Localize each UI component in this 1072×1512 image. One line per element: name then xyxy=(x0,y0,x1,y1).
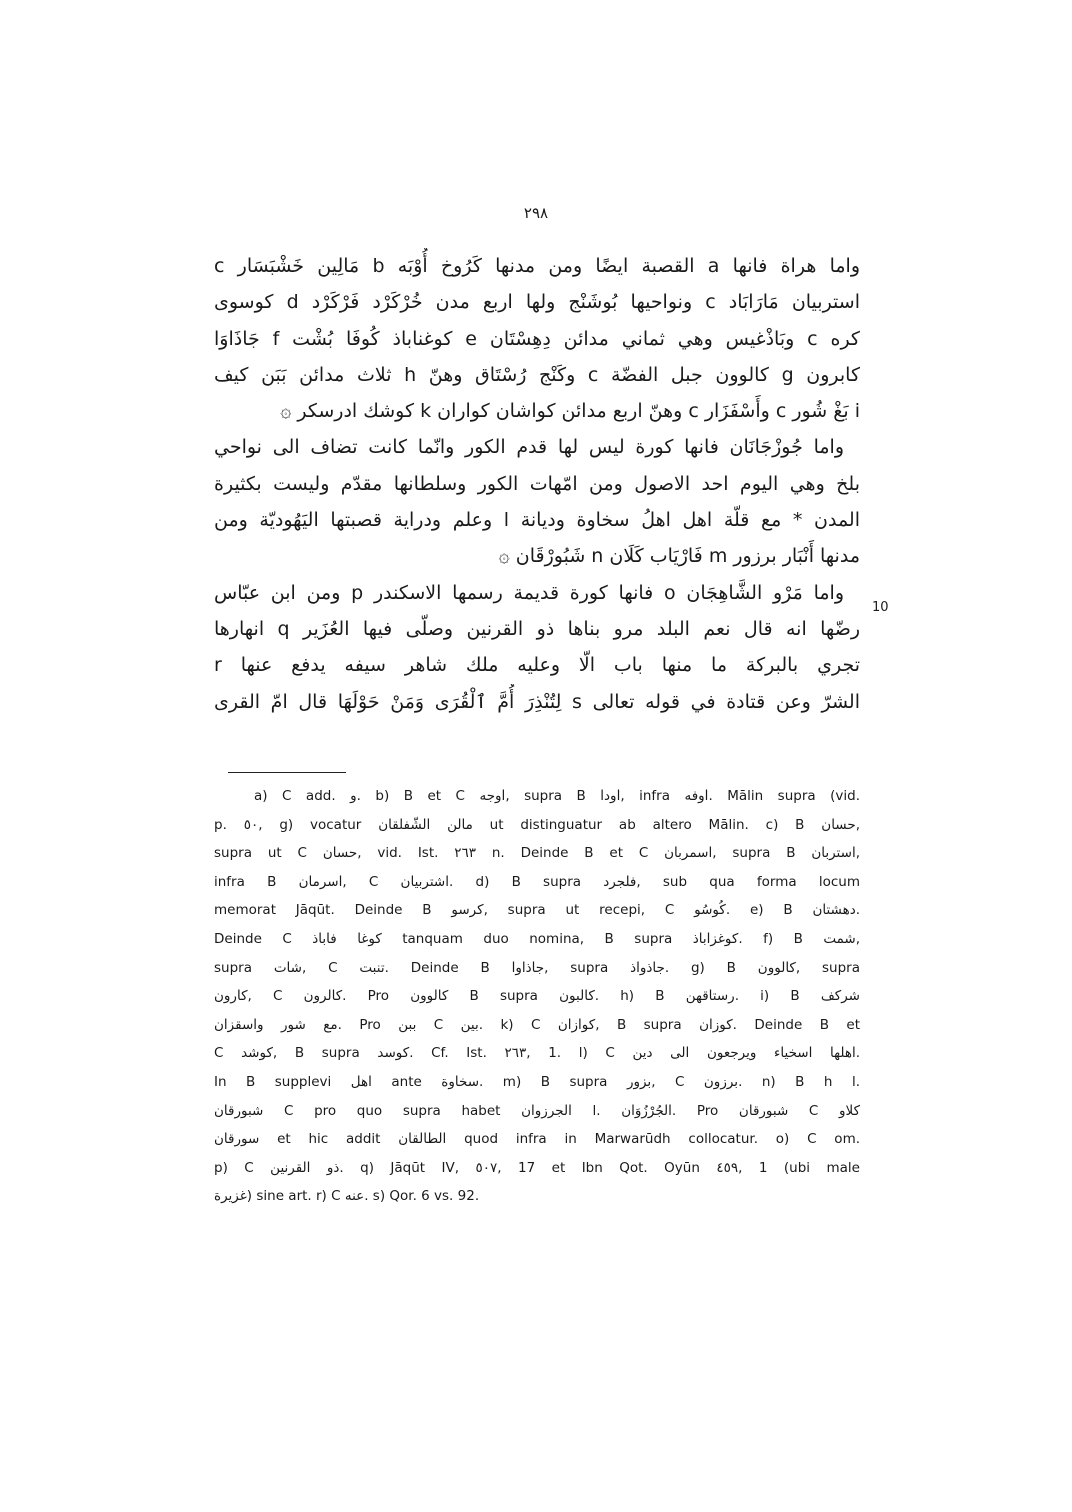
margin-line-number: 10 xyxy=(872,600,889,615)
footnotes xyxy=(214,782,860,1211)
arabic-text-line: i بَغْ شُور c وأَسْفَزَار c وهنّ اربع مدائن كواشان كواران k كوشك ادرسكر ۞ xyxy=(280,400,860,423)
footnote-line: مع شور واسقزان. Pro ببن C بين. k) C كوازان, B supra كوزان. Deinde B et xyxy=(214,1016,860,1033)
arabic-text-line: كره c وبَاذْغيس وهي ثماني مدائن دِهِسْتَان e كوغناباذ كُوفَا بُشْت f جَاذَاوَا xyxy=(214,327,860,350)
arabic-text-line: المدن * مع قلّة اهل اهلُ سخاوة وديانة l وعلم ودراية قصبتها اليَهُوديّة ومن xyxy=(214,509,860,532)
footnote-line: شبورقان C pro quo supra habet الجرزوان l. الجُرْزُوَان. Pro شبورقان C كلاو xyxy=(214,1102,860,1119)
arabic-text-line: رضّها انه قال نعم البلد مرو بناها ذو القرنين وصلّى فيها العُزَير q انهارها xyxy=(214,617,860,640)
arabic-text-line: واما مَرْو الشَّاهِجَان o فانها كورة قديمة رسمها الاسكندر p ومن ابن عبّاس xyxy=(214,581,844,604)
arabic-main-text xyxy=(214,248,860,720)
footnote-line: غزيرة) sine art. r) C عنه. s) Qor. 6 vs. 92. xyxy=(214,1188,480,1205)
footnote-line: سورقان et hic addit الطالقان quod infra in Marwarūdh collocatur. o) C om. xyxy=(214,1131,860,1148)
arabic-text-line: واما هراة فانها a القصبة ايضًا ومن مدنها كَرُوخ أُوْبَه b مَالِين خَشْبَسَار c xyxy=(214,255,860,277)
page-number: ٢٩٨ xyxy=(523,204,549,222)
footnote-line: Deinde C كوغا فاباذ tanquam duo nomina, B supra كوغزاباذ. f) B شمت, xyxy=(214,930,860,947)
footnote-line: a) C add. و. b) B et C اوجه, supra B اودا, infra اوفه. Mālin supra (vid. xyxy=(254,788,860,804)
footnote-line: supra ut C حسان, vid. Ist. ٢٦٣ n. Deinde B et C اسمربان, supra B استربان, xyxy=(214,845,860,862)
footnote-line: supra شات, C تنبت. Deinde B جاذاوا, supra جاذواذ. g) B كالوون, supra xyxy=(214,959,860,976)
footnote-line: In B supplevi اهل ante سخاوة. m) B supra بزور, C برزون. n) B h l. xyxy=(214,1073,860,1090)
arabic-text-line: واما جُوزْجَانَان فانها كورة ليس لها قدم الكور وانّما كانت تضاف الى نواحي xyxy=(214,436,844,459)
arabic-text-line: تجري بالبركة ما منها باب الّا وعليه ملك شاهر سيفه يدفع عنها r xyxy=(214,654,860,677)
footnote-separator xyxy=(228,772,346,773)
arabic-text-line: بلخ وهي اليوم احد الاصول ومن امّهات الكور وسلطانها مقدّم وليست بكثيرة xyxy=(214,472,860,495)
footnote-line: كارون, C كالرون. Pro كالوون B supra كالبون. h) B رستاقهن. i) B شركف xyxy=(214,988,860,1005)
footnote-line: memorat Jāqūt. Deinde B كرسو, supra ut recepi, C كُوسُو. e) B دهشتان. xyxy=(214,902,860,919)
footnote-line: p. ٥٠, g) vocatur مالن الشّفلقان ut distinguatur ab altero Mālin. c) B حسان, xyxy=(214,816,860,833)
footnote-line: p) C ذو القرنين. q) Jāqūt IV, ٥٠٧, 17 et Ibn Qot. Oyūn ٤٥٩, 1 (ubi male xyxy=(214,1159,860,1176)
arabic-text-line: مدنها أَنْبَار برزور m فَارْيَاب كَلَان n شَبُورْقَان ۞ xyxy=(498,545,860,568)
footnote-line: C كوشد, B supra كوسد. Cf. Ist. ٢٦٣, 1. l) C اهلها اسخياء ويرجعون الى دين. xyxy=(214,1045,860,1062)
arabic-text-line: استربيان مَارَابَاد c ونواحيها بُوشَنْج ولها اربع مدن خُرْكَرْد فَرْكَرْد d كوسوى xyxy=(214,291,860,314)
footnote-line: infra B اسرمان, C اشتربيان. d) B supra فلجرد, sub qua forma locum xyxy=(214,873,860,890)
arabic-text-line: كابرون g كالوون جبل الفضّة c وكَنْج رُسْتَاق وهنّ h ثلاث مدائن بَبَن كيف xyxy=(214,363,860,386)
arabic-text-line: الشرّ وعن قتادة في قوله تعالى s لِتُنْذِرَ أُمَّ ٱلْقُرَى وَمَنْ حَوْلَهَا قال امّ القرى xyxy=(214,690,860,713)
